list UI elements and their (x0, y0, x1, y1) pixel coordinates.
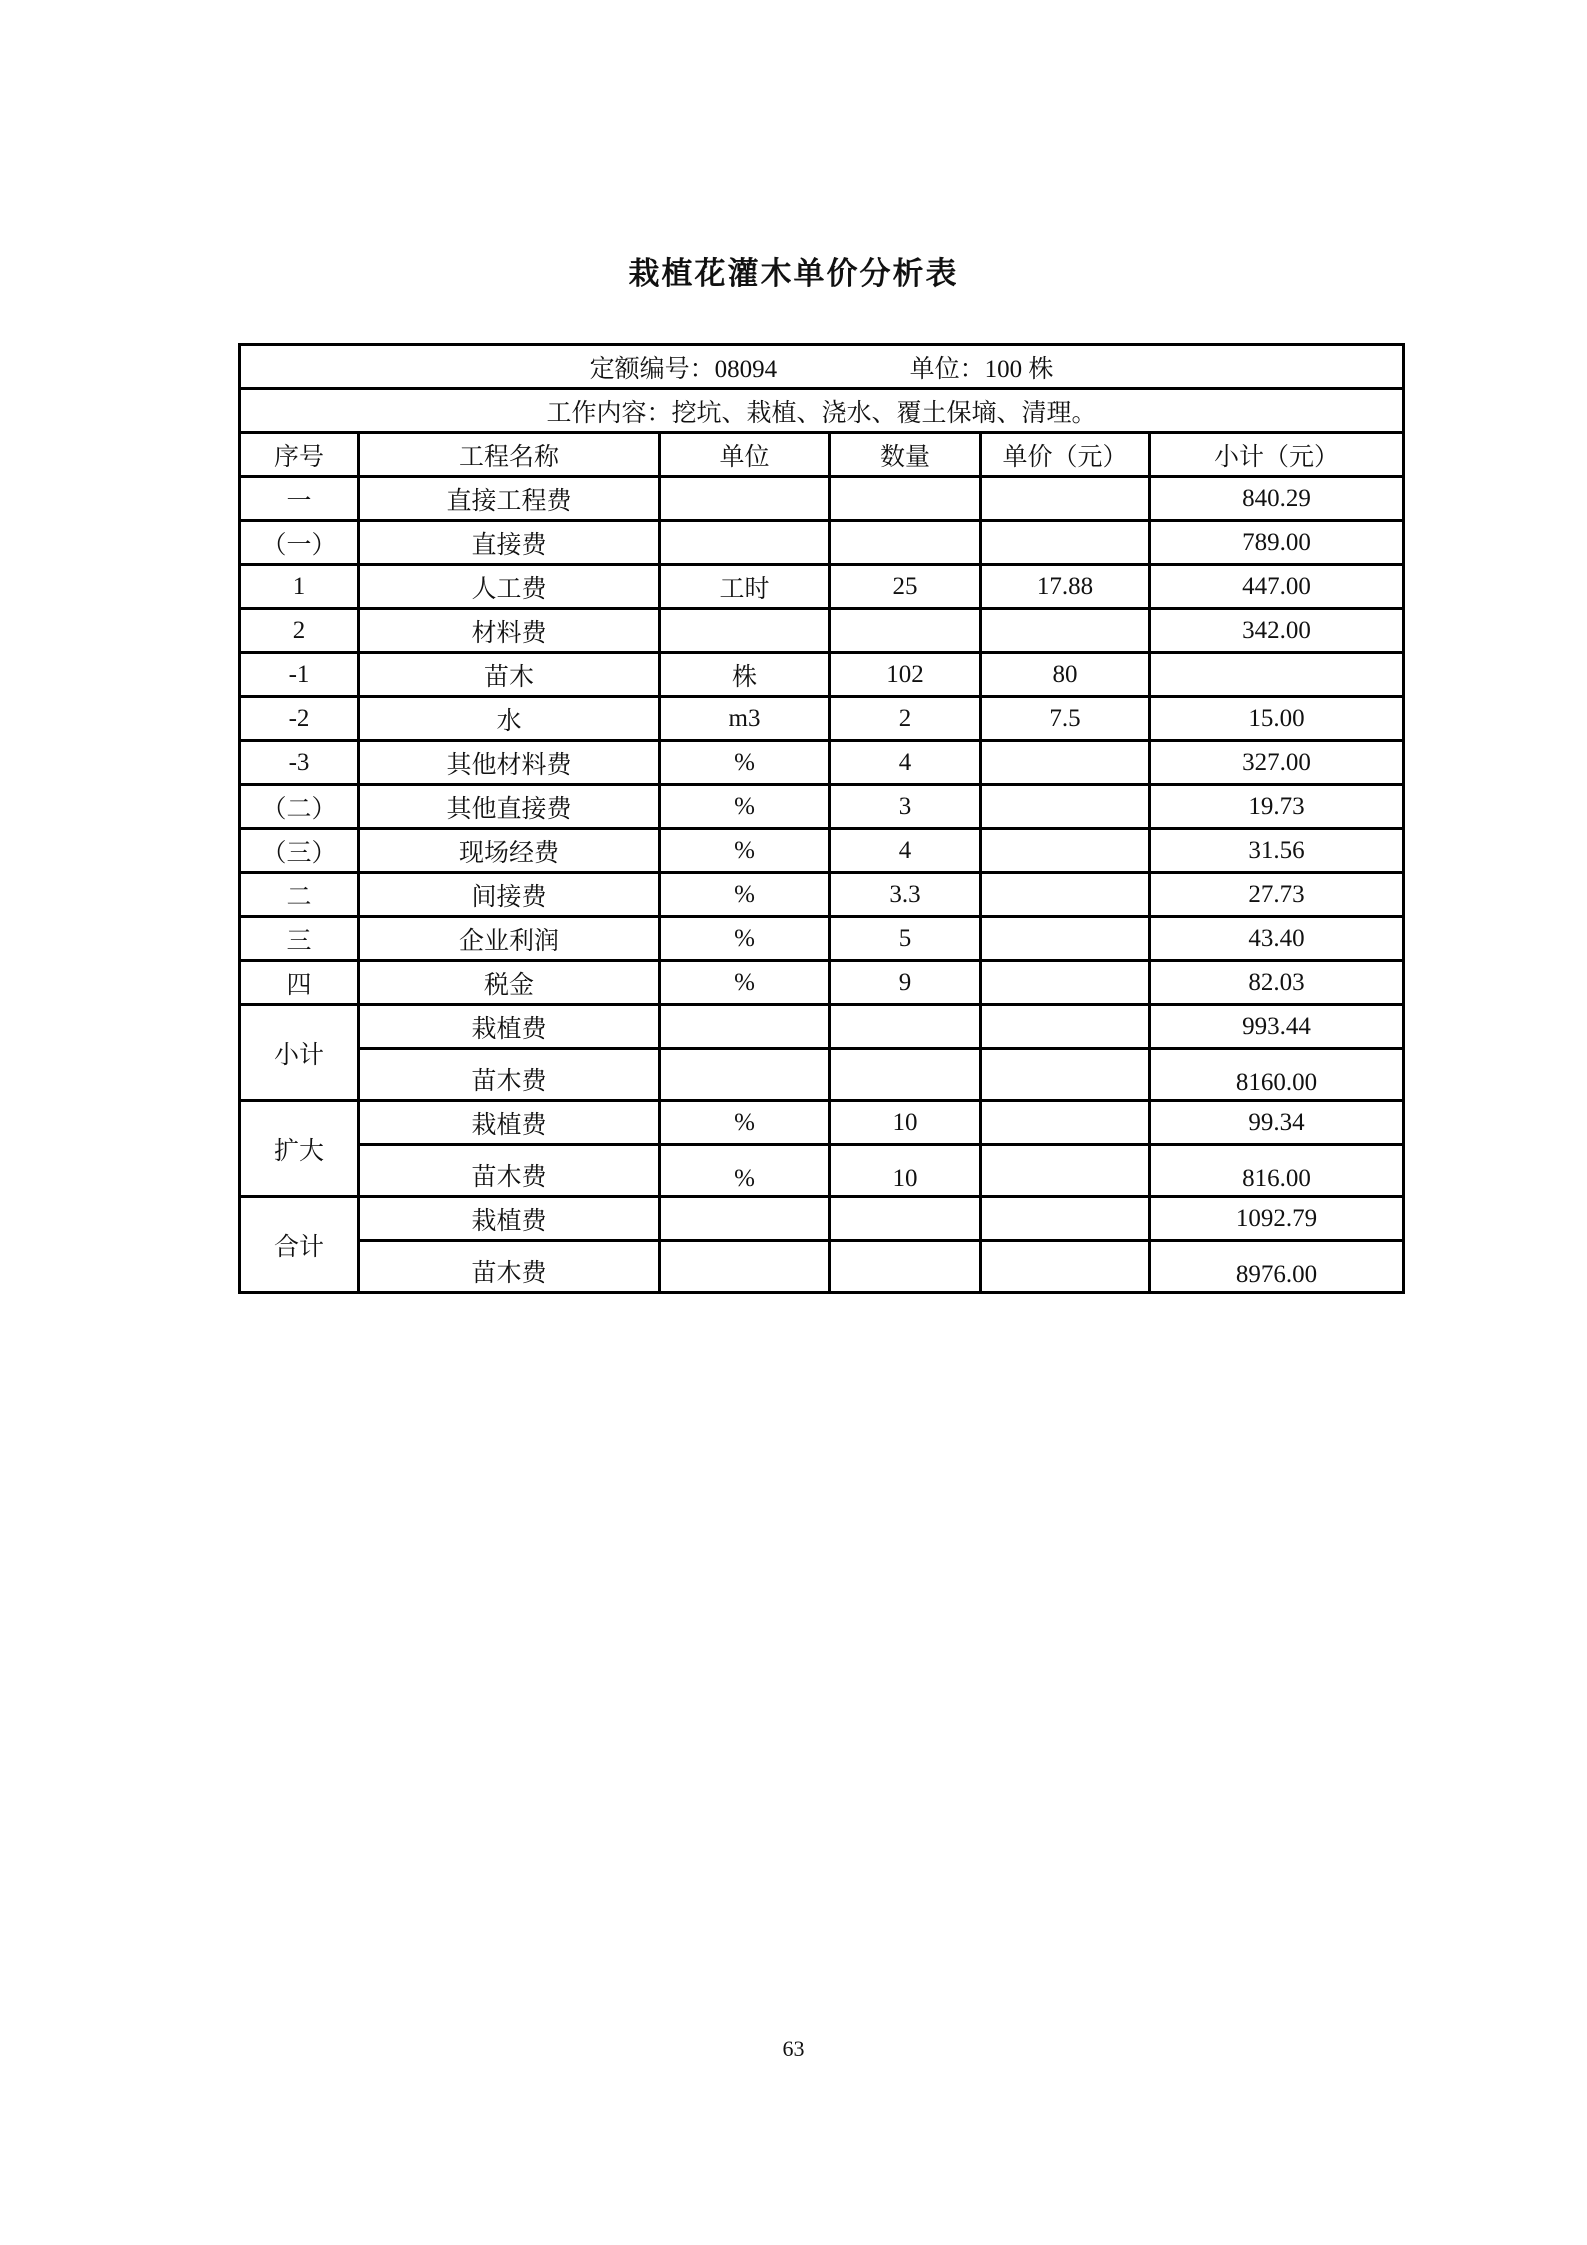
cell-qty: 3 (830, 785, 981, 829)
col-header-no: 序号 (240, 433, 359, 477)
cell-qty: 4 (830, 829, 981, 873)
cell-price (981, 961, 1150, 1005)
group-row (240, 1049, 1404, 1101)
group-cell-name: 苗木费 (359, 1145, 660, 1197)
cell-price (981, 829, 1150, 873)
group-cell-price (981, 1049, 1150, 1101)
cell-qty: 2 (830, 697, 981, 741)
cell-unit: % (660, 961, 830, 1005)
group-cell-price (981, 1145, 1150, 1197)
group-row (240, 1005, 1404, 1049)
group-cell-unit (660, 1049, 830, 1101)
group-label: 扩大 (240, 1101, 359, 1197)
cell-qty: 5 (830, 917, 981, 961)
cell-qty (830, 477, 981, 521)
group-cell-name: 栽植费 (359, 1101, 660, 1145)
group-cell-unit: % (660, 1101, 830, 1145)
col-header-name: 工程名称 (359, 433, 660, 477)
cell-no: -1 (240, 653, 359, 697)
group-cell-qty: 10 (830, 1145, 981, 1197)
cell-unit: % (660, 785, 830, 829)
group-cell-qty (830, 1241, 981, 1293)
cell-unit: 株 (660, 653, 830, 697)
cell-unit (660, 477, 830, 521)
cell-qty: 4 (830, 741, 981, 785)
table-row (240, 477, 1404, 521)
cell-no: 四 (240, 961, 359, 1005)
cell-unit: % (660, 829, 830, 873)
group-cell-name: 栽植费 (359, 1005, 660, 1049)
cell-name: 材料费 (359, 609, 660, 653)
cell-price: 80 (981, 653, 1150, 697)
group-cell-price (981, 1101, 1150, 1145)
work-content: 工作内容：挖坑、栽植、浇水、覆土保墒、清理。 (240, 389, 1404, 433)
cell-unit (660, 521, 830, 565)
group-cell-subtotal: 8976.00 (1150, 1241, 1404, 1293)
cell-name: 企业利润 (359, 917, 660, 961)
group-row (240, 1145, 1404, 1197)
cell-subtotal: 327.00 (1150, 741, 1404, 785)
cell-qty: 25 (830, 565, 981, 609)
table-row (240, 741, 1404, 785)
quota-unit: 单位：100 株 (909, 355, 1054, 383)
group-cell-name: 苗木费 (359, 1241, 660, 1293)
table-row (240, 829, 1404, 873)
group-cell-subtotal: 993.44 (1150, 1005, 1404, 1049)
cell-name: 间接费 (359, 873, 660, 917)
page-title: 栽植花灌木单价分析表 (628, 256, 959, 291)
group-cell-price (981, 1197, 1150, 1241)
group-label: 小计 (240, 1005, 359, 1101)
page-number: 63 (782, 2036, 805, 2061)
group-cell-subtotal: 1092.79 (1150, 1197, 1404, 1241)
group-cell-unit (660, 1241, 830, 1293)
cell-price (981, 521, 1150, 565)
group-cell-subtotal: 99.34 (1150, 1101, 1404, 1145)
group-cell-subtotal: 816.00 (1150, 1145, 1404, 1197)
cell-price (981, 741, 1150, 785)
group-cell-name: 栽植费 (359, 1197, 660, 1241)
cell-qty: 102 (830, 653, 981, 697)
cell-subtotal (1150, 653, 1404, 697)
cell-subtotal: 789.00 (1150, 521, 1404, 565)
group-cell-unit (660, 1005, 830, 1049)
cell-price (981, 917, 1150, 961)
quota-cell (240, 345, 1404, 389)
cell-subtotal: 447.00 (1150, 565, 1404, 609)
cell-name: 其他材料费 (359, 741, 660, 785)
col-header-qty: 数量 (830, 433, 981, 477)
table-row (240, 609, 1404, 653)
cell-name: 直接工程费 (359, 477, 660, 521)
cell-no: 一 (240, 477, 359, 521)
cell-unit: m3 (660, 697, 830, 741)
cell-no: 三 (240, 917, 359, 961)
table-row (240, 521, 1404, 565)
table-row (240, 961, 1404, 1005)
cell-unit: 工时 (660, 565, 830, 609)
group-cell-unit: % (660, 1145, 830, 1197)
cell-no: （一） (240, 521, 359, 565)
cell-no: 1 (240, 565, 359, 609)
cell-name: 水 (359, 697, 660, 741)
group-cell-qty (830, 1197, 981, 1241)
cell-price (981, 609, 1150, 653)
group-cell-price (981, 1241, 1150, 1293)
column-header-row (240, 433, 1404, 477)
col-header-unit: 单位 (660, 433, 830, 477)
table-row (240, 565, 1404, 609)
group-cell-unit (660, 1197, 830, 1241)
group-cell-qty (830, 1005, 981, 1049)
table-row (240, 785, 1404, 829)
table-row (240, 917, 1404, 961)
group-cell-qty: 10 (830, 1101, 981, 1145)
cell-subtotal: 19.73 (1150, 785, 1404, 829)
quota-row (240, 345, 1404, 389)
cell-subtotal: 31.56 (1150, 829, 1404, 873)
cell-no: 二 (240, 873, 359, 917)
group-cell-name: 苗木费 (359, 1049, 660, 1101)
cell-no: （三） (240, 829, 359, 873)
cell-name: 现场经费 (359, 829, 660, 873)
cell-subtotal: 15.00 (1150, 697, 1404, 741)
cell-qty (830, 521, 981, 565)
cell-subtotal: 82.03 (1150, 961, 1404, 1005)
cell-name: 人工费 (359, 565, 660, 609)
cell-price: 7.5 (981, 697, 1150, 741)
cell-name: 直接费 (359, 521, 660, 565)
cell-qty: 9 (830, 961, 981, 1005)
cell-name: 苗木 (359, 653, 660, 697)
cell-no: -2 (240, 697, 359, 741)
table-row (240, 697, 1404, 741)
group-cell-qty (830, 1049, 981, 1101)
cell-unit (660, 609, 830, 653)
cell-unit: % (660, 873, 830, 917)
cell-price: 17.88 (981, 565, 1150, 609)
cell-no: （二） (240, 785, 359, 829)
table-row (240, 653, 1404, 697)
work-content-row (240, 389, 1404, 433)
cell-subtotal: 342.00 (1150, 609, 1404, 653)
group-cell-price (981, 1005, 1150, 1049)
cell-qty: 3.3 (830, 873, 981, 917)
cell-name: 税金 (359, 961, 660, 1005)
cell-subtotal: 43.40 (1150, 917, 1404, 961)
group-label: 合计 (240, 1197, 359, 1293)
cell-unit: % (660, 917, 830, 961)
cell-price (981, 477, 1150, 521)
table-row (240, 873, 1404, 917)
quota-number: 定额编号：08094 (589, 355, 778, 383)
unit-price-analysis-table (238, 343, 1405, 1294)
group-row (240, 1101, 1404, 1145)
group-row (240, 1197, 1404, 1241)
cell-subtotal: 27.73 (1150, 873, 1404, 917)
cell-unit: % (660, 741, 830, 785)
cell-no: 2 (240, 609, 359, 653)
cell-qty (830, 609, 981, 653)
group-row (240, 1241, 1404, 1293)
cell-price (981, 873, 1150, 917)
col-header-price: 单价（元） (981, 433, 1150, 477)
group-cell-subtotal: 8160.00 (1150, 1049, 1404, 1101)
cell-subtotal: 840.29 (1150, 477, 1404, 521)
cell-price (981, 785, 1150, 829)
cell-name: 其他直接费 (359, 785, 660, 829)
col-header-subtotal: 小计（元） (1150, 433, 1404, 477)
cell-no: -3 (240, 741, 359, 785)
